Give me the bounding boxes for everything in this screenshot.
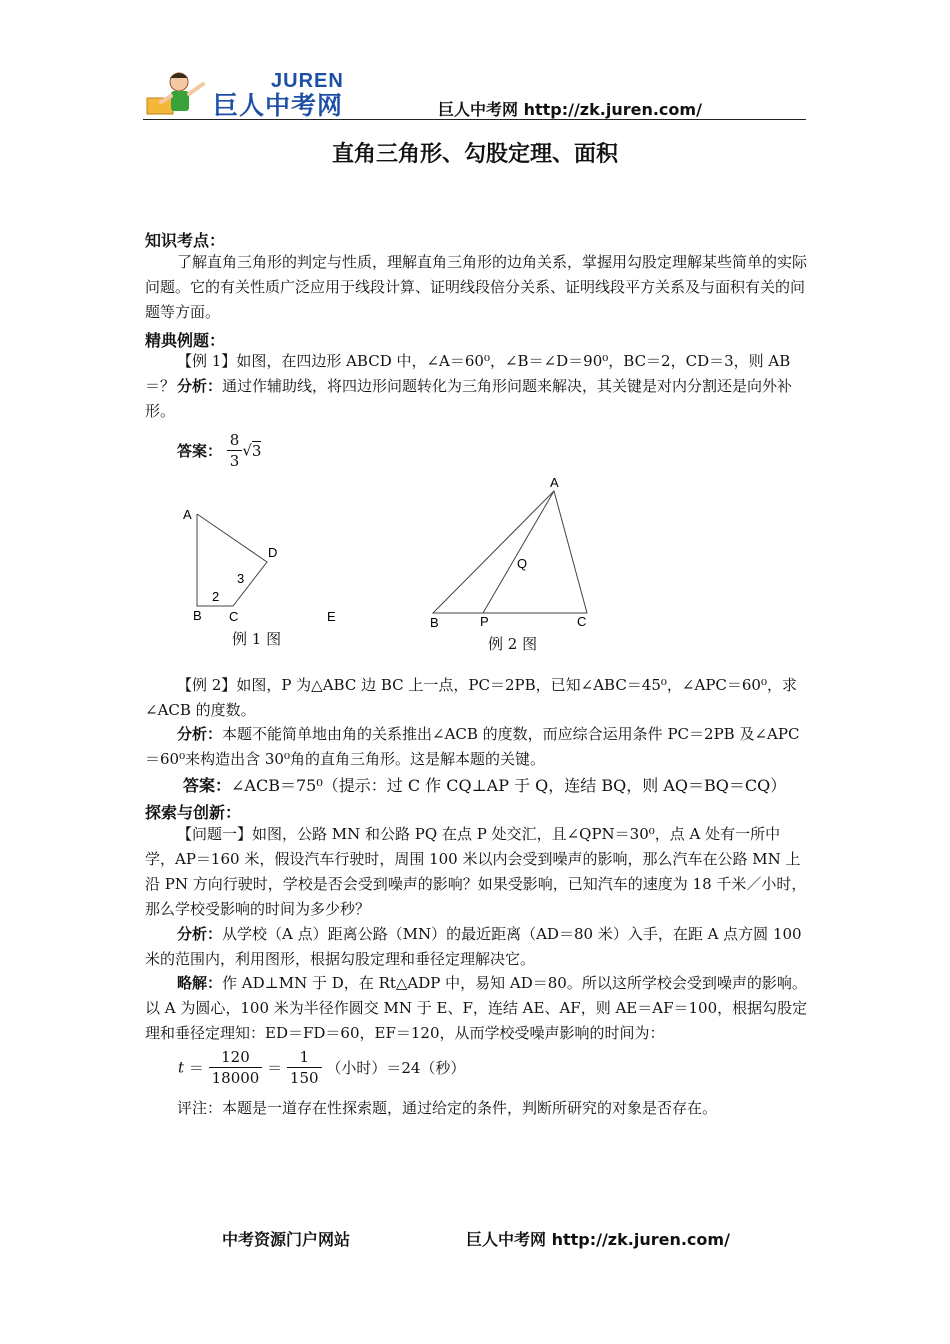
fig1-label-C: C (229, 609, 239, 624)
fig2-label-P: P (480, 614, 489, 629)
knowledge-heading: 知识考点： (145, 231, 226, 250)
example2-question (145, 673, 809, 723)
answer-radicand: 3 (251, 441, 262, 460)
fig2-label-Q: Q (517, 556, 528, 571)
formula-n1: 120 (209, 1047, 263, 1068)
fig2-label-B: B (430, 615, 439, 630)
example2-text: 如图，P 为△ABC 边 BC 上一点，PC＝2PB，已知∠ABC＝45⁰，∠APC＝60⁰，求∠ACB 的度数。 (145, 676, 797, 719)
examples-heading: 精典例题： (145, 331, 226, 350)
header-rule (143, 119, 806, 120)
example1-analysis-text: 通过作辅助线，将四边形问题转化为三角形问题来解决，其关键是对内分割还是向外补形。 (145, 377, 793, 420)
problem1-body: 如图，公路 MN 和公路 PQ 在点 P 处交汇，且∠QPN＝30⁰，点 A 处有一所中学，AP＝160 米，假设汽车行驶时，周围 100 米以内会受到噪声的影响，那么汽车在公路 MN 上沿 PN 方向行驶时，学校是否会受到噪声的影响？如果受影响，已知汽车的速度为 18 千米／小时，那么学校受影响的时间为多少秒？ (145, 825, 807, 918)
example2-analysis-text: 本题不能简单地由角的关系推出∠ACB 的度数，而应综合运用条件 PC＝2PB 及∠APC＝60⁰来构造出含 30⁰角的直角三角形。这是解本题的关键。 (145, 725, 800, 768)
explore-heading: 探索与创新： (145, 803, 242, 822)
knowledge-body: 了解直角三角形的判定与性质，理解直角三角形的边角关系，掌握用勾股定理解某些简单的实际问题。它的有关性质广泛应用于线段计算、证明线段倍分关系、证明线段平方关系及与面积有关的问题等方面。 (145, 253, 808, 321)
sqrt-icon: √ (242, 441, 252, 460)
example1-tag: 【例 1】 (177, 352, 237, 370)
formula-d1: 18000 (211, 1069, 260, 1087)
fig1-label-D: D (268, 545, 278, 560)
example1-answer (177, 430, 261, 471)
formula-fraction2 (287, 1047, 322, 1088)
site-logo (143, 70, 373, 120)
example1-text: 如图，在四边形 ABCD 中，∠A＝60⁰，∠B＝∠D＝90⁰，BC＝2，CD＝3，则 AB＝？ (145, 352, 791, 395)
footer-site-link[interactable]: 巨人中考网 http://zk.juren.com/ (466, 1230, 730, 1249)
problem1-analysis-text: 从学校（A 点）距离公路（MN）的最近距离（AD＝80 米）入手，在距 A 点方圆 100 米的范围内，利用图形，根据勾股定理和垂径定理解决它。 (145, 925, 802, 968)
figures-svg (140, 470, 620, 660)
example2-analysis-label: 分析： (177, 725, 223, 743)
problem1-solution-text: 作 AD⊥MN 于 D，在 Rt△ADP 中，易知 AD＝80。所以这所学校会受到噪声的影响。以 A 为圆心，100 米为半径作圆交 MN 于 E、F，连结 AE、AF，则 AE＝AF＝100，根据勾股定理和垂径定理知：ED＝FD＝60，EF＝120，从而学校受噪声影响的时间为： (145, 974, 808, 1042)
example1-answer-label: 答案： (177, 442, 223, 460)
problem1-tag: 【问题一】 (177, 825, 253, 843)
answer-numerator: 8 (227, 430, 243, 451)
answer-denominator: 3 (229, 452, 240, 470)
fig1-label-bc: 2 (212, 589, 220, 604)
time-formula (178, 1047, 465, 1088)
figure1-diagram (183, 507, 336, 624)
example2-analysis (145, 722, 809, 772)
footer-left: 中考资源门户网站 (222, 1230, 351, 1249)
fig1-label-B: B (193, 608, 202, 623)
problem1-comment: 评注：本题是一道存在性探索题，通过给定的条件，判断所研究的对象是否存在。 (177, 1099, 718, 1117)
example2-answer-label: 答案： (183, 776, 232, 795)
fig1-label-cd: 3 (237, 571, 245, 586)
fig1-label-E: E (327, 609, 336, 624)
mascot-icon (143, 70, 213, 116)
formula-t: t (178, 1058, 185, 1077)
fig2-label-A: A (550, 475, 559, 490)
example2-answer (183, 773, 786, 796)
logo-latin-text: JUREN (271, 70, 344, 92)
formula-d2: 150 (289, 1069, 319, 1087)
formula-eq1: ＝ (188, 1059, 204, 1077)
formula-fraction1 (209, 1047, 263, 1088)
problem1-analysis-label: 分析： (177, 925, 223, 943)
example1-analysis-label: 分析： (177, 377, 223, 395)
figure2-caption: 例 2 图 (488, 635, 538, 653)
figure2-diagram (430, 475, 587, 630)
page-title: 直角三角形、勾股定理、面积 (331, 142, 618, 167)
example1-analysis (145, 374, 809, 424)
figure1-caption: 例 1 图 (232, 630, 282, 648)
problem1-solution-label: 略解： (177, 974, 223, 992)
header-site-link[interactable]: 巨人中考网 http://zk.juren.com/ (438, 100, 702, 119)
example2-answer-text: ∠ACB＝75⁰（提示：过 C 作 CQ⊥AP 于 Q，连结 BQ，则 AQ＝BQ＝CQ） (231, 776, 787, 795)
problem1-solution (145, 971, 809, 1046)
formula-n2: 1 (287, 1047, 322, 1068)
problem1-analysis (145, 922, 809, 972)
example1-answer-fraction (227, 430, 243, 471)
fig2-label-C: C (577, 614, 587, 629)
formula-tail: （小时）＝24（秒） (326, 1059, 466, 1077)
formula-eq2: ＝ (267, 1059, 283, 1077)
example2-tag: 【例 2】 (177, 676, 237, 694)
fig1-label-A: A (183, 507, 192, 522)
logo-chinese-text: 巨人中考网 (213, 91, 344, 120)
problem1-text (145, 822, 809, 922)
